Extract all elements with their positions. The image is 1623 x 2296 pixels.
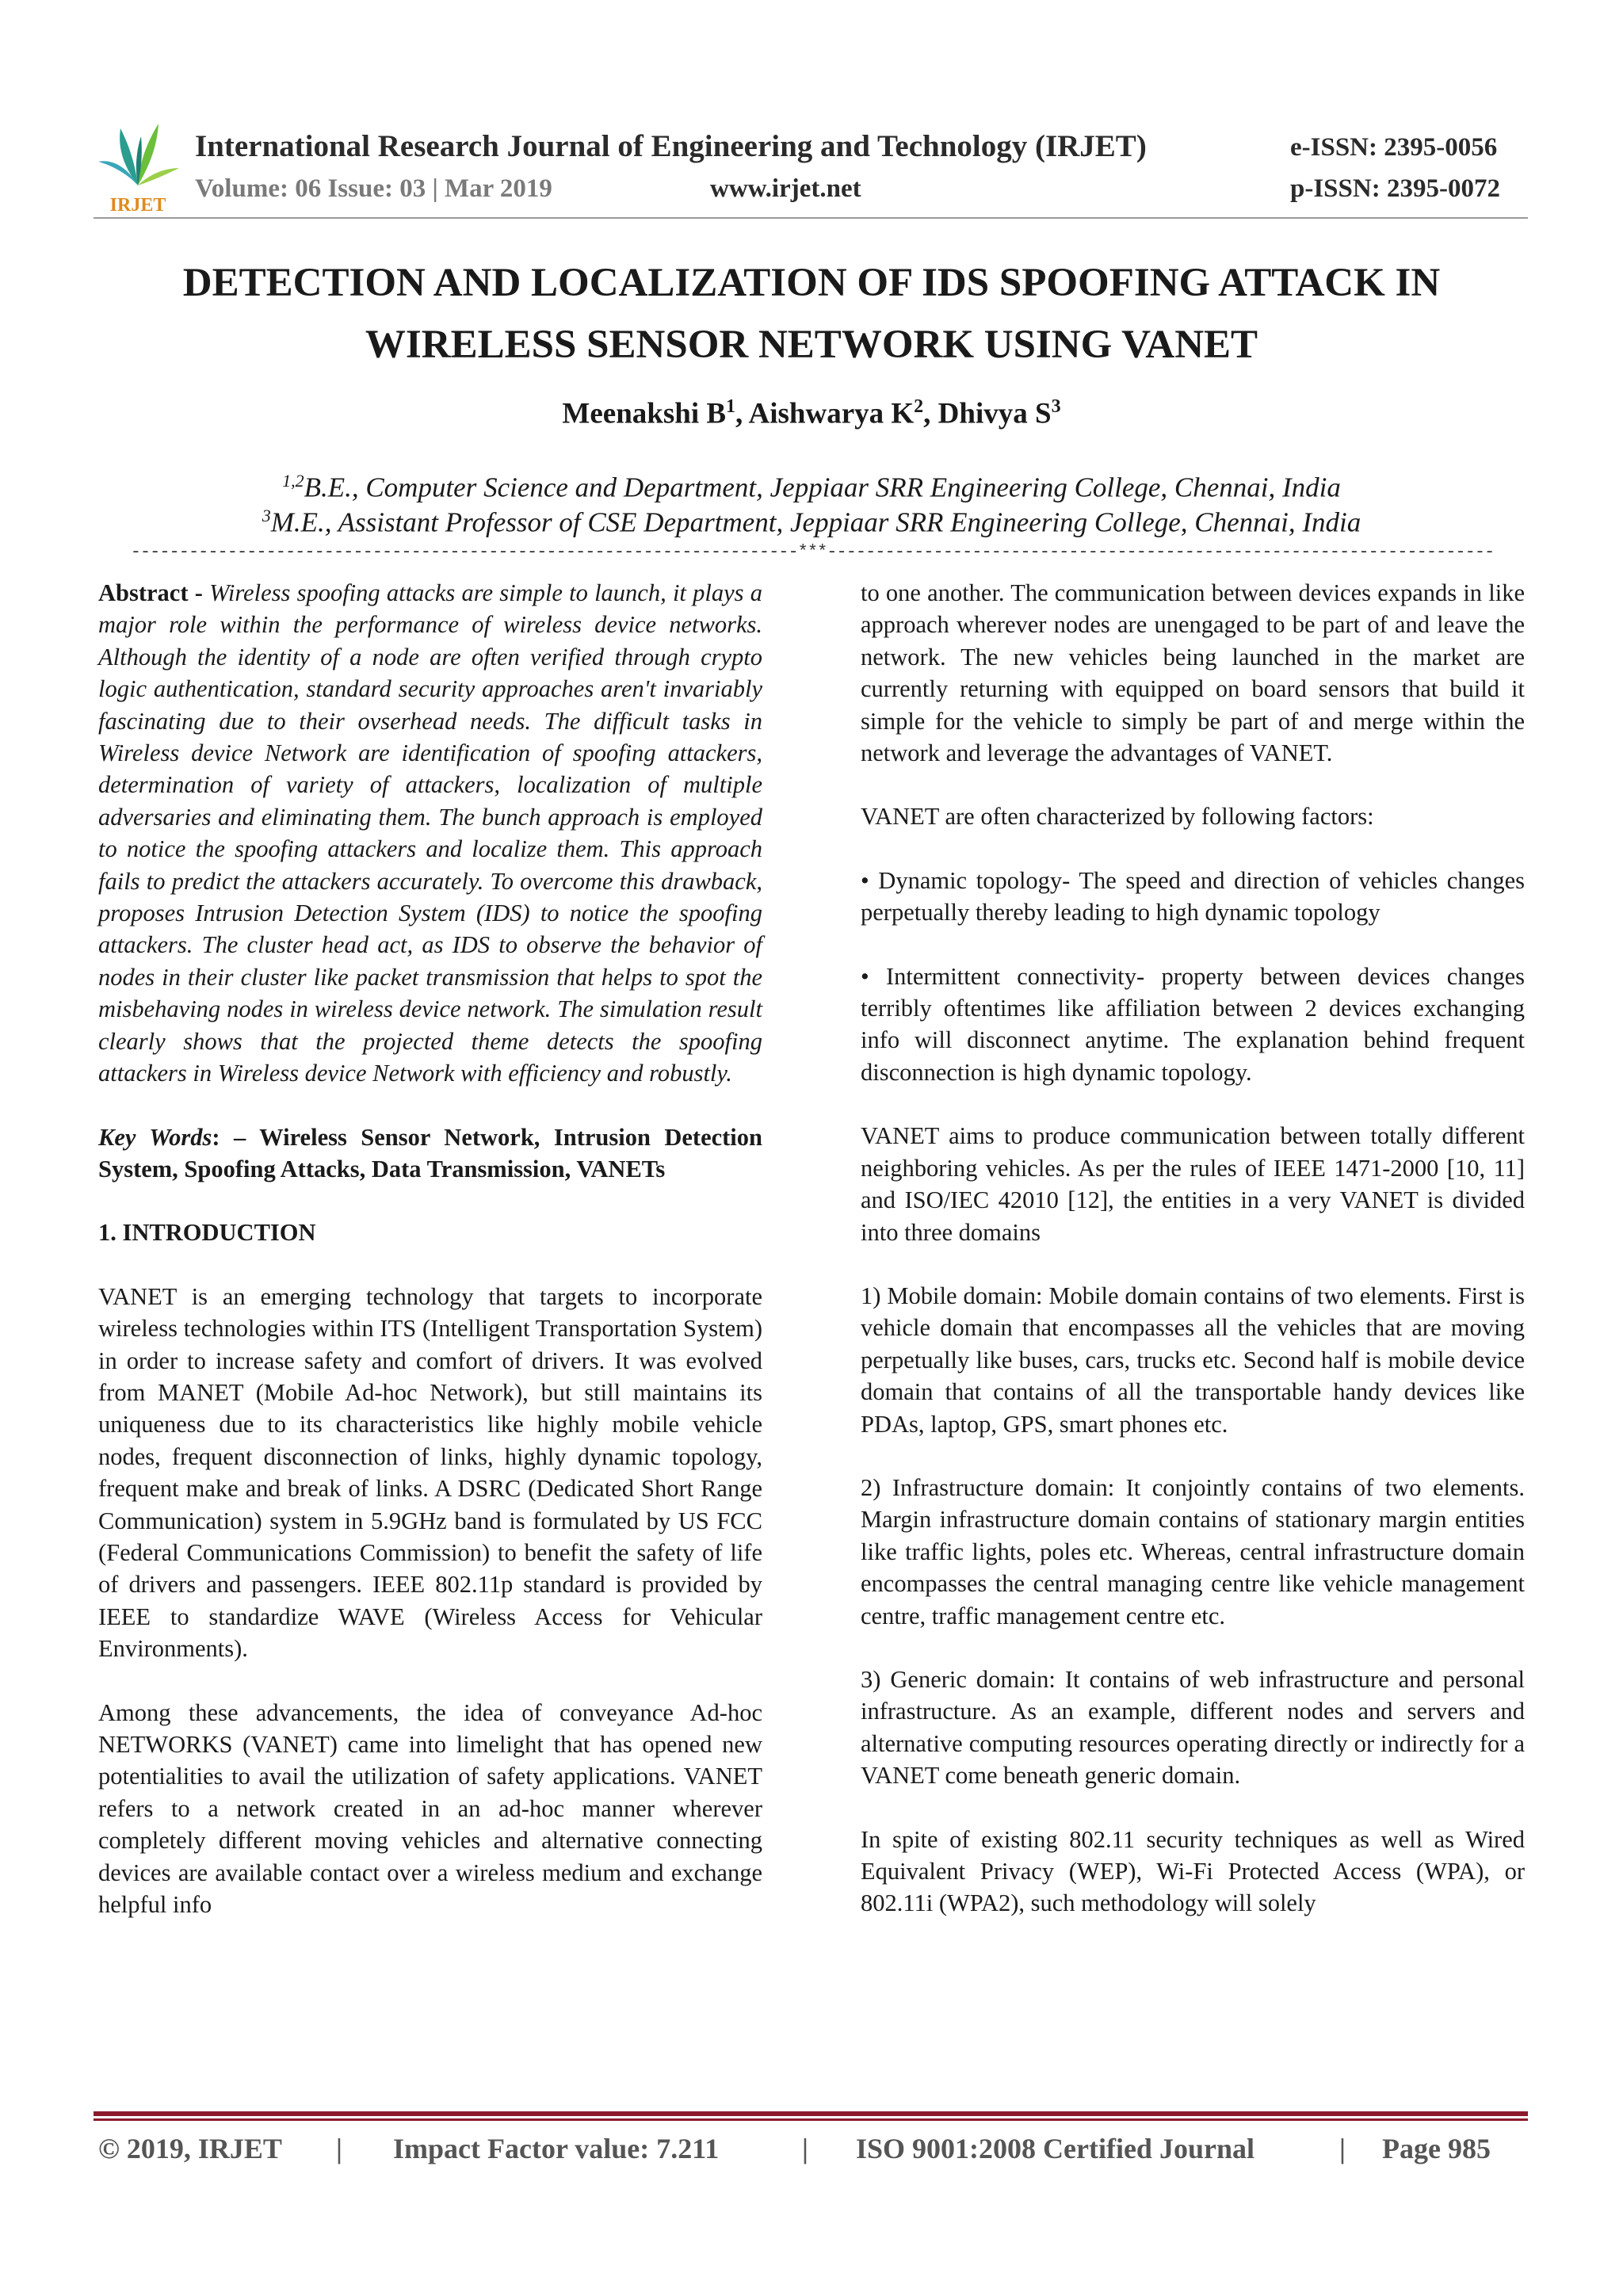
paragraph: 2) Infrastructure domain: It conjointly contains of two elements. Margin infrastructure domain contains of stationary margin entities like traffic lights, poles etc. Whereas, central infrastructure domain encompasses the central managing centre like vehicle management centre, traffic management centre etc.	[861, 1473, 1525, 1629]
abstract	[98, 577, 762, 1090]
volume-issue: Volume: 06 Issue: 03 | Mar 2019	[195, 174, 552, 203]
affiliation-sup: 1,2	[282, 471, 304, 491]
journal-website-link[interactable]: www.irjet.net	[710, 174, 861, 203]
paper-title-line-2: WIRELESS SENSOR NETWORK USING VANET	[365, 323, 1258, 367]
left-column	[98, 577, 762, 1920]
footer-separator: |	[802, 2133, 808, 2164]
paper-title-line-1: DETECTION AND LOCALIZATION OF IDS SPOOFING ATTACK IN	[182, 261, 1441, 305]
paragraph: In spite of existing 802.11 security techniques as well as Wired Equivalent Privacy (WEP), Wi-Fi Protected Access (WPA), or 802.11i (WPA2), such methodology will solely	[861, 1825, 1525, 1917]
footer-separator: |	[336, 2133, 342, 2164]
journal-title: International Research Journal of Engineering and Technology (IRJET)	[195, 129, 1147, 163]
affiliation-text: B.E., Computer Science and Department, Jeppiaar SRR Engineering College, Chennai, India	[304, 472, 1341, 503]
paper-title	[79, 252, 1544, 376]
author-sup: 2	[914, 396, 924, 417]
paragraph: to one another. The communication between devices expands in like approach wherever nodes are unengaged to be part of and leave the network. The new vehicles being launched in the market are currently returning with equipped on board sensors that build it simple for the vehicle to simply be part of and merge within the network and leverage the advantages of VANET.	[861, 579, 1525, 767]
right-column	[861, 577, 1525, 1920]
section-heading-introduction: 1. INTRODUCTION	[98, 1219, 316, 1247]
paragraph: Among these advancements, the idea of conveyance Ad-hoc NETWORKS (VANET) came into limelight that has opened new potentialities to avail the utilization of safety applications. VANET refers to a network created in an ad-hoc manner wherever completely different moving vehicles and alternative connecting devices are available contact over a wireless medium and exchange helpful info	[98, 1698, 762, 1919]
affiliation-text: M.E., Assistant Professor of CSE Department, Jeppiaar SRR Engineering College, Chennai, India	[270, 506, 1361, 538]
logo-leaves-icon	[98, 124, 179, 185]
paragraph: VANET is an emerging technology that targets to incorporate wireless technologies within ITS (Intelligent Transportation System) in order to increase safety and comfort of drivers. It was evolved from MANET (Mobile Ad-hoc Network), but still maintains its uniqueness due to its characteristics like highly mobile vehicle nodes, frequent disconnection of links, highly dynamic topology, frequent make and break of links. A DSRC (Dedicated Short Range Communication) system in 5.9GHz band is formulated by US FCC (Federal Communications Commission) to benefit the safety of life of drivers and passengers. IEEE 802.11p standard is provided by IEEE to standardize WAVE (Wireless Access for Vehicular Environments).	[98, 1282, 762, 1663]
footer-rule	[94, 2111, 1528, 2116]
header-rule	[94, 217, 1528, 219]
affiliation-sup: 3	[262, 506, 271, 525]
irjet-logo	[94, 113, 182, 216]
paragraph: 1) Mobile domain: Mobile domain contains of two elements. First is vehicle domain that encompasses all the vehicles that are moving perpetually like buses, cars, trucks etc. Second half is mobile device domain that contains of all the transportable handy devices like PDAs, laptop, GPS, smart phones etc.	[861, 1282, 1525, 1438]
footer-page-number: Page 985	[1382, 2133, 1491, 2164]
footer-rule-thin	[94, 2118, 1528, 2121]
footer-separator: |	[1339, 2133, 1346, 2164]
keywords-text: : – Wireless Sensor Network, Intrusion Detection System, Spoofing Attacks, Data Transmission, VANETs	[98, 1123, 762, 1182]
author-name: Aishwarya K	[748, 397, 915, 430]
author-separator: ,	[923, 397, 938, 430]
author-sup: 3	[1051, 396, 1061, 417]
author-name: Dhivya S	[938, 397, 1052, 430]
footer-iso: ISO 9001:2008 Certified Journal	[856, 2133, 1254, 2164]
author-sup: 1	[726, 396, 736, 417]
p-issn: p-ISSN: 2395-0072	[1290, 174, 1500, 203]
abstract-label: Abstract -	[98, 579, 210, 606]
author-name: Meenakshi B	[562, 397, 727, 430]
section-divider: ---------------------------------------------------------------------***---------------------------------------------------------------------	[130, 542, 1495, 562]
affiliation-1	[0, 471, 1623, 504]
abstract-text: Wireless spoofing attacks are simple to launch, it plays a major role within the performance of wireless device networks. Although the identity of a node are often verified through crypto logic authentication, standard security approaches aren't invariably fascinating due to their ovserhead needs. The difficult tasks in Wireless device Network are identification of spoofing attackers, determination of variety of attackers, localization of multiple adversaries and eliminating them. The bunch approach is employed to notice the spoofing attackers and localize them. This approach fails to predict the attackers accurately. To overcome this drawback, proposes Intrusion Detection System (IDS) to notice the spoofing attackers. The cluster head act, as IDS to observe the behavior of nodes in their cluster like packet transmission that helps to spot the misbehaving nodes in wireless device network. The simulation result clearly shows that the projected theme detects the spoofing attackers in Wireless device Network with efficiency and robustly.	[98, 579, 762, 1087]
logo-wordmark: IRJET	[109, 195, 166, 216]
footer-impact-factor: Impact Factor value: 7.211	[393, 2133, 720, 2164]
paragraph: VANET are often characterized by following factors:	[861, 803, 1374, 831]
keywords	[98, 1121, 762, 1186]
keywords-label: Key Words	[98, 1123, 212, 1151]
author-separator: ,	[735, 397, 749, 430]
bullet-item: • Intermittent connectivity- property between devices changes terribly oftentimes like affiliation between 2 devices exchanging info will disconnect anytime. The explanation behind frequent disconnection is high dynamic topology.	[861, 962, 1525, 1086]
e-issn: e-ISSN: 2395-0056	[1290, 133, 1498, 162]
affiliation-2	[0, 506, 1623, 539]
paragraph: VANET aims to produce communication between totally different neighboring vehicles. As per the rules of IEEE 1471-2000 [10, 11] and ISO/IEC 42010 [12], the entities in a very VANET is divided into three domains	[861, 1122, 1525, 1246]
bullet-item: • Dynamic topology- The speed and direction of vehicles changes perpetually thereby leading to high dynamic topology	[861, 866, 1525, 926]
paragraph: 3) Generic domain: It contains of web infrastructure and personal infrastructure. As an example, different nodes and servers and alternative computing resources operating directly or indirectly for a VANET come beneath generic domain.	[861, 1665, 1525, 1790]
author-list	[0, 396, 1623, 430]
footer-copyright: © 2019, IRJET	[98, 2133, 282, 2164]
